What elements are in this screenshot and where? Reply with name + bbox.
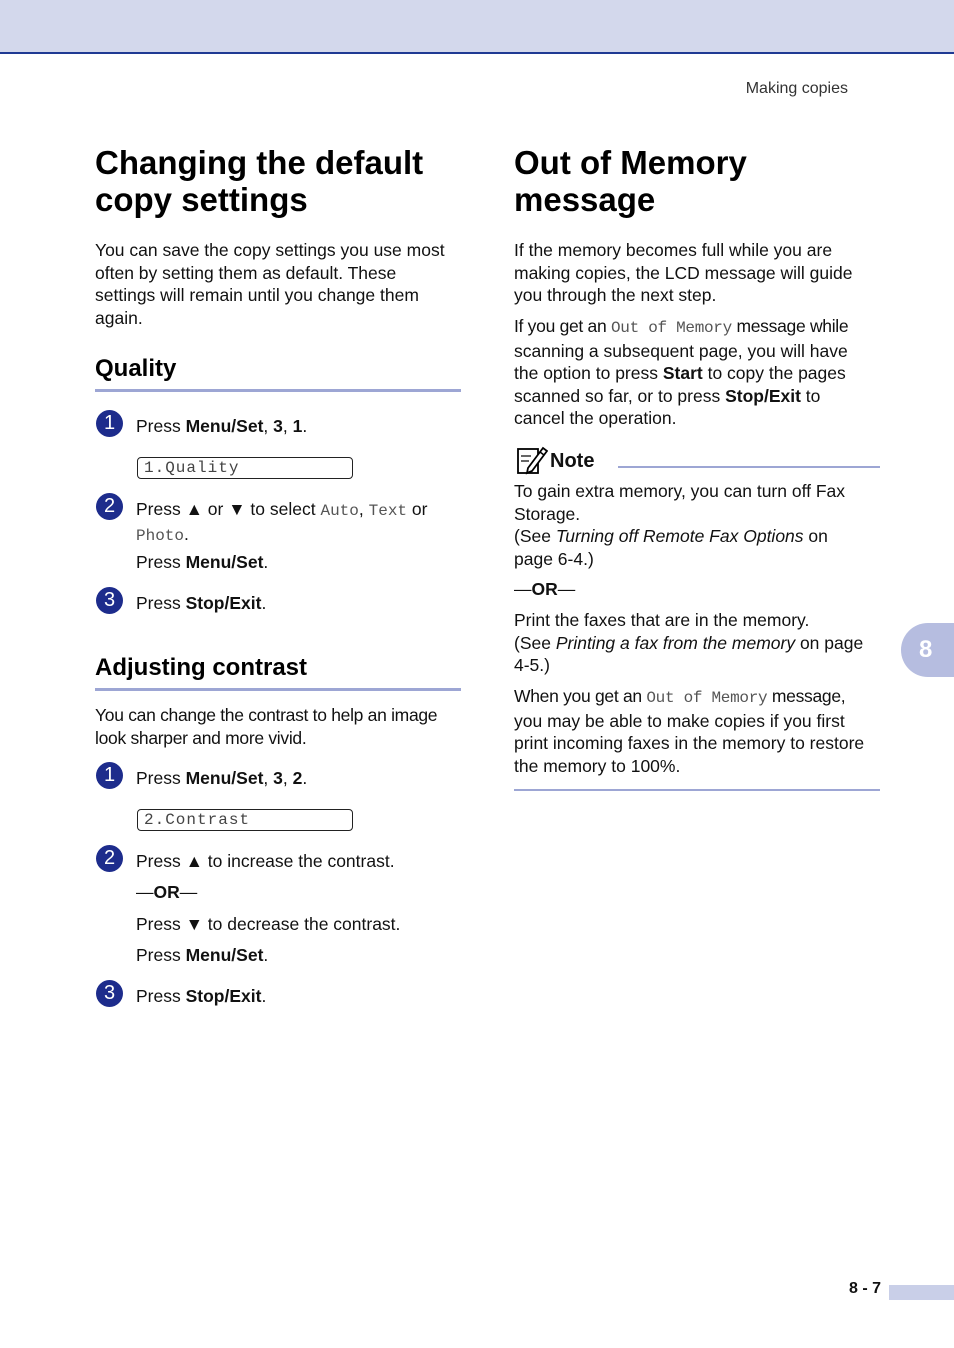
- step-text: Press Menu/Set, 3, 1.: [136, 416, 308, 436]
- or-separator: —OR—: [514, 579, 576, 599]
- running-header: Making copies: [745, 80, 848, 97]
- memory-paragraph: If the memory becomes full while you are making copies, the LCD message will guide you through the next step.: [514, 240, 853, 305]
- note-body: Print the faxes that are in the memory. (See Printing a fax from the memory on page 4-5.): [514, 610, 864, 675]
- intro-paragraph: You can save the copy settings you use most often by setting them as default. These settings will remain until you change them again.: [95, 240, 445, 328]
- top-header-band: [0, 0, 954, 54]
- step-text: Press Menu/Set.: [136, 945, 269, 965]
- step-number-2: 2: [96, 493, 123, 520]
- up-arrow-icon: ▲: [185, 499, 203, 519]
- step-text: Press Menu/Set.: [136, 552, 269, 572]
- note-body: To gain extra memory, you can turn off Fax Storage. (See Turning off Remote Fax Options on page 6-4.): [514, 481, 846, 569]
- lcd-display: 2.Contrast: [137, 809, 353, 831]
- chapter-tab: 8: [901, 623, 954, 677]
- up-arrow-icon: ▲: [185, 851, 203, 871]
- step-number-2: 2: [96, 845, 123, 872]
- cross-reference: Turning off Remote Fax Options: [555, 526, 804, 546]
- step-number-1: 1: [96, 410, 123, 437]
- note-title: Note: [550, 450, 595, 472]
- section-heading-quality: Quality: [95, 355, 177, 382]
- or-separator: —OR—: [136, 882, 198, 902]
- step-text: Press Stop/Exit.: [136, 593, 267, 613]
- step-text: Press Menu/Set, 3, 2.: [136, 768, 308, 788]
- page-number: 8 - 7: [848, 1280, 881, 1297]
- note-end-rule: [514, 789, 880, 791]
- page-title: Changing the default copy settings: [95, 144, 424, 218]
- down-arrow-icon: ▼: [185, 914, 203, 934]
- section-title-out-of-memory: Out of Memory message: [514, 144, 747, 218]
- note-pencil-icon: [516, 444, 548, 476]
- step-text: Press ▲ or ▼ to select Auto, Text or Photo.: [136, 499, 428, 545]
- note-body: When you get an Out of Memory message, you may be able to make copies if you first print incoming faxes in the memory to restore the memory to 100%.: [514, 686, 865, 776]
- cross-reference: Printing a fax from the memory: [555, 632, 796, 653]
- note-rule: [618, 466, 880, 468]
- memory-options-paragraph: If you get an Out of Memory message while scanning a subsequent page, you will have the option to press Start to copy the pages scanned so far, or to press Stop/Exit to cancel the operation.: [514, 316, 849, 428]
- step-number-3: 3: [96, 980, 123, 1007]
- step-number-1: 1: [96, 762, 123, 789]
- section-rule: [95, 688, 461, 691]
- down-arrow-icon: ▼: [228, 499, 246, 519]
- lcd-display: 1.Quality: [137, 457, 353, 479]
- section-rule: [95, 389, 461, 392]
- step-text: Press Stop/Exit.: [136, 986, 267, 1006]
- section-heading-contrast: Adjusting contrast: [95, 654, 308, 681]
- step-text: Press ▼ to decrease the contrast.: [136, 914, 401, 934]
- step-text: Press ▲ to increase the contrast.: [136, 851, 395, 871]
- step-number-3: 3: [96, 587, 123, 614]
- contrast-intro: You can change the contrast to help an image look sharper and more vivid.: [95, 705, 438, 748]
- footer-bar: [889, 1285, 954, 1300]
